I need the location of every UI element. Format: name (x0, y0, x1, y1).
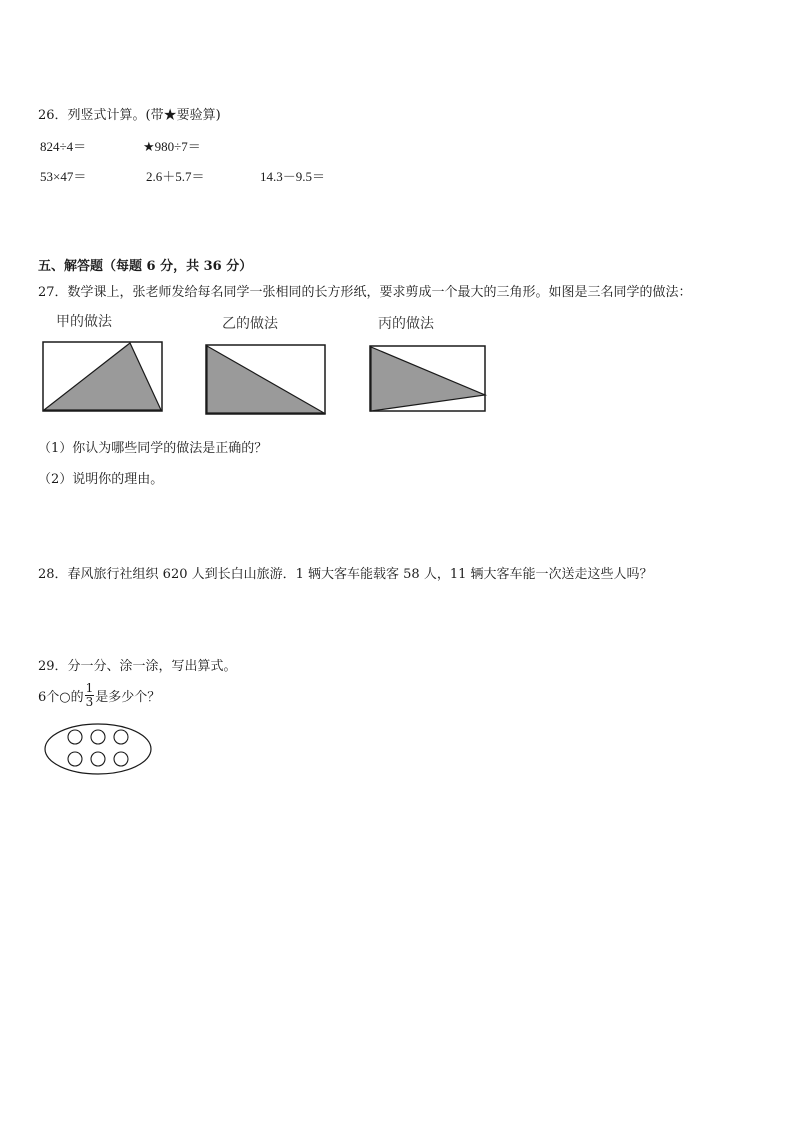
label-bing: 丙的做法 (378, 316, 434, 332)
label-yi: 乙的做法 (222, 316, 278, 332)
fraction-denominator: 3 (85, 695, 94, 709)
q26-title: 26．列竖式计算。(带★要验算) (38, 108, 221, 123)
label-jia: 甲的做法 (56, 314, 112, 330)
figure-jia (42, 341, 164, 413)
small-circle (114, 752, 128, 766)
small-circle (68, 752, 82, 766)
calc-824-div-4: 824÷4＝ (40, 139, 87, 154)
section-heading: 五、解答题（每题 6 分，共 36 分） (38, 259, 253, 274)
calc-53-times-47: 53×47＝ (40, 169, 87, 184)
small-circle (114, 730, 128, 744)
figure-bing (369, 345, 487, 413)
q27-sub2: （2）说明你的理由。 (38, 472, 164, 487)
q29-suffix: 是多少个？ (95, 690, 161, 705)
circles-figure (43, 722, 153, 778)
q29-question (38, 682, 160, 709)
calc-980-div-7: ★980÷7＝ (143, 139, 201, 154)
fraction-numerator: 1 (85, 681, 94, 695)
calc-2-6-plus-5-7: 2.6＋5.7＝ (146, 169, 205, 184)
small-circle (91, 752, 105, 766)
q27-text: 27．数学课上，张老师发给每名同学一张相同的长方形纸，要求剪成一个最大的三角形。如图是三名同学的做法： (38, 285, 692, 300)
small-circle (68, 730, 82, 744)
q27-sub1: （1）你认为哪些同学的做法是正确的？ (38, 441, 268, 456)
q28-text: 28．春风旅行社组织 620 人到长白山旅游．1 辆大客车能载客 58 人，11 辆大客车能一次送走这些人吗？ (38, 567, 653, 582)
fraction-one-third (85, 682, 95, 709)
q29-prefix: 6个○的 (38, 690, 84, 705)
figure-yi (205, 344, 327, 416)
q29-text: 29．分一分、涂一涂，写出算式。 (38, 659, 237, 674)
small-circle (91, 730, 105, 744)
calc-14-3-minus-9-5: 14.3－9.5＝ (260, 169, 326, 184)
